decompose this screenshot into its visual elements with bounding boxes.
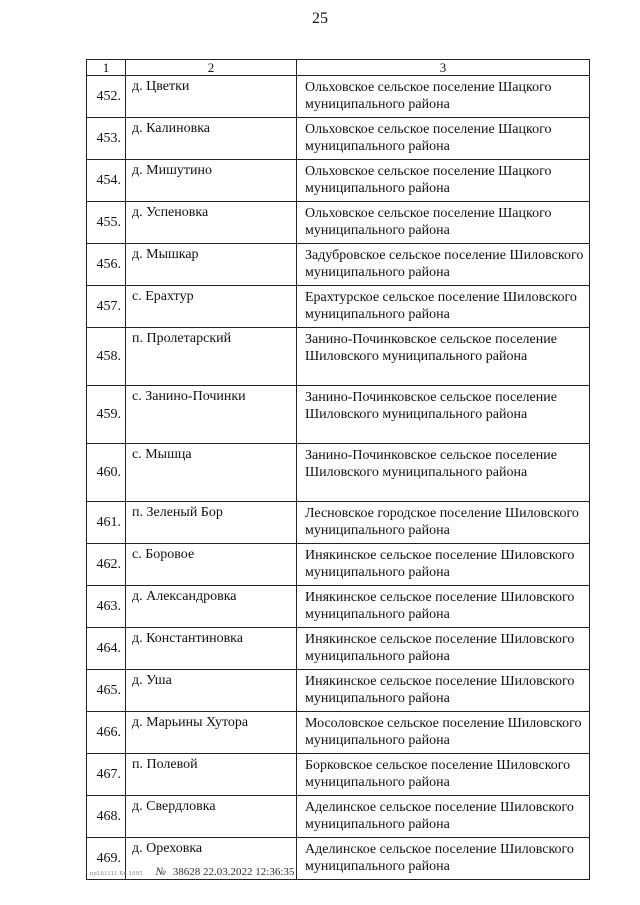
settlement-name: д. Марьины Хутора: [126, 712, 297, 754]
table-row: [87, 244, 590, 286]
column-header-2: 2: [126, 60, 297, 76]
table-row: [87, 386, 590, 444]
table-row: [87, 286, 590, 328]
settlement-name: д. Константиновка: [126, 628, 297, 670]
table-row: [87, 160, 590, 202]
settlement-name: п. Полевой: [126, 754, 297, 796]
document-datetime: 22.03.2022 12:36:35: [203, 866, 295, 878]
number-sign: №: [155, 866, 167, 878]
settlement-name: д. Александровка: [126, 586, 297, 628]
municipal-formation: Ольховское сельское поселение Шацкого муниципального района: [297, 76, 590, 118]
settlement-name: д. Уша: [126, 670, 297, 712]
municipal-formation: Занино-Починковское сельское поселение Шиловского муниципального района: [297, 386, 590, 444]
municipal-formation: Ольховское сельское поселение Шацкого муниципального района: [297, 202, 590, 244]
row-number: 453.: [87, 118, 126, 160]
settlements-table: [86, 59, 590, 880]
page-number: 25: [312, 10, 328, 27]
settlement-name: с. Мышца: [126, 444, 297, 502]
settlement-name: д. Мышкар: [126, 244, 297, 286]
settlement-name: д. Цветки: [126, 76, 297, 118]
settlement-name: д. Калиновка: [126, 118, 297, 160]
municipal-formation: Мосоловское сельское поселение Шиловского муниципального района: [297, 712, 590, 754]
row-number: 459.: [87, 386, 126, 444]
row-number: 455.: [87, 202, 126, 244]
row-number: 460.: [87, 444, 126, 502]
table-row: [87, 754, 590, 796]
table-row: [87, 444, 590, 502]
table-header-row: [87, 60, 590, 76]
table-row: [87, 202, 590, 244]
municipal-formation: Борковское сельское поселение Шиловского муниципального района: [297, 754, 590, 796]
settlement-name: п. Зеленый Бор: [126, 502, 297, 544]
row-number: 458.: [87, 328, 126, 386]
settlement-name: п. Пролетарский: [126, 328, 297, 386]
table-row: [87, 76, 590, 118]
row-number: 454.: [87, 160, 126, 202]
table-row: [87, 586, 590, 628]
table-row: [87, 118, 590, 160]
table-row: [87, 502, 590, 544]
municipal-formation: Инякинское сельское поселение Шиловского муниципального района: [297, 628, 590, 670]
municipal-formation: Инякинское сельское поселение Шиловского муниципального района: [297, 544, 590, 586]
row-number: 464.: [87, 628, 126, 670]
table-row: [87, 712, 590, 754]
row-number: 468.: [87, 796, 126, 838]
municipal-formation: Аделинское сельское поселение Шиловского муниципального района: [297, 838, 590, 880]
municipal-formation: Инякинское сельское поселение Шиловского муниципального района: [297, 586, 590, 628]
row-number: 456.: [87, 244, 126, 286]
settlement-name: с. Ерахтур: [126, 286, 297, 328]
table-row: [87, 544, 590, 586]
municipal-formation: Ерахтурское сельское поселение Шиловского муниципального района: [297, 286, 590, 328]
document-footer: [90, 866, 294, 878]
footer-small-mark: пр161111 Бк 1095: [90, 871, 143, 877]
row-number: 465.: [87, 670, 126, 712]
settlement-name: с. Занино-Починки: [126, 386, 297, 444]
municipal-formation: Аделинское сельское поселение Шиловского муниципального района: [297, 796, 590, 838]
settlement-name: д. Свердловка: [126, 796, 297, 838]
settlement-name: д. Мишутино: [126, 160, 297, 202]
municipal-formation: Ольховское сельское поселение Шацкого муниципального района: [297, 160, 590, 202]
row-number: 462.: [87, 544, 126, 586]
table-row: [87, 328, 590, 386]
municipal-formation: Задубровское сельское поселение Шиловского муниципального района: [297, 244, 590, 286]
row-number: 469.: [87, 838, 126, 880]
column-header-3: 3: [297, 60, 590, 76]
column-header-1: 1: [87, 60, 126, 76]
row-number: 452.: [87, 76, 126, 118]
row-number: 463.: [87, 586, 126, 628]
settlement-name: д. Ореховка: [126, 838, 297, 880]
table-row: [87, 628, 590, 670]
table-row: [87, 670, 590, 712]
row-number: 467.: [87, 754, 126, 796]
table-row: [87, 796, 590, 838]
document-number: 38628: [172, 866, 201, 878]
municipal-formation: Занино-Починковское сельское поселение Шиловского муниципального района: [297, 328, 590, 386]
settlement-name: д. Успеновка: [126, 202, 297, 244]
settlement-name: с. Боровое: [126, 544, 297, 586]
municipal-formation: Ольховское сельское поселение Шацкого муниципального района: [297, 118, 590, 160]
row-number: 457.: [87, 286, 126, 328]
municipal-formation: Лесновское городское поселение Шиловского муниципального района: [297, 502, 590, 544]
row-number: 461.: [87, 502, 126, 544]
row-number: 466.: [87, 712, 126, 754]
municipal-formation: Инякинское сельское поселение Шиловского муниципального района: [297, 670, 590, 712]
municipal-formation: Занино-Починковское сельское поселение Шиловского муниципального района: [297, 444, 590, 502]
